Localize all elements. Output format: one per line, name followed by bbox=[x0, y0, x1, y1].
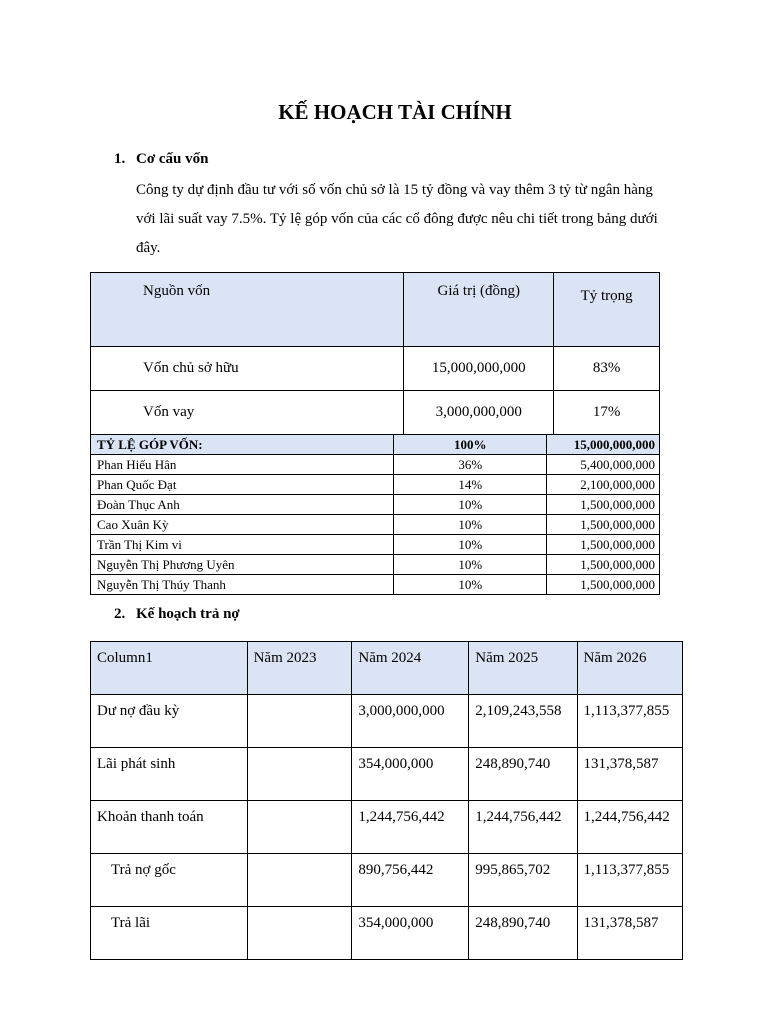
page-title: KẾ HOẠCH TÀI CHÍNH bbox=[278, 100, 512, 124]
header-cell: Nguồn vốn bbox=[91, 273, 404, 347]
table-cell: 5,400,000,000 bbox=[547, 455, 660, 475]
table-cell: Vốn chủ sở hữu bbox=[91, 347, 404, 391]
section-title: Cơ cấu vốn bbox=[136, 151, 209, 167]
table-row bbox=[91, 801, 683, 854]
table-cell: Phan Quốc Đạt bbox=[91, 475, 394, 495]
table-cell: 131,378,587 bbox=[577, 907, 682, 960]
table-cell: Phan Hiếu Hân bbox=[91, 455, 394, 475]
table-cell: 995,865,702 bbox=[469, 854, 577, 907]
table-cell: 1,500,000,000 bbox=[547, 535, 660, 555]
table-cell: 3,000,000,000 bbox=[404, 391, 554, 435]
table-cell: 1,500,000,000 bbox=[547, 555, 660, 575]
table-row bbox=[91, 748, 683, 801]
table-cell: 131,378,587 bbox=[577, 748, 682, 801]
table-row bbox=[91, 555, 660, 575]
table-row bbox=[91, 907, 683, 960]
table-cell: 890,756,442 bbox=[352, 854, 469, 907]
table-cell: 248,890,740 bbox=[469, 907, 577, 960]
header-cell: Năm 2025 bbox=[469, 642, 577, 695]
table-cell: Trả lãi bbox=[91, 907, 248, 960]
table-cell: 83% bbox=[554, 347, 660, 391]
table-cell: 10% bbox=[394, 495, 547, 515]
table-row bbox=[91, 535, 660, 555]
section-title: Kế hoạch trả nợ bbox=[136, 606, 240, 622]
table-cell: 10% bbox=[394, 575, 547, 595]
table-cell: 10% bbox=[394, 515, 547, 535]
table-cell: 15,000,000,000 bbox=[404, 347, 554, 391]
table-cell: 10% bbox=[394, 535, 547, 555]
table-cell: Lãi phát sinh bbox=[91, 748, 248, 801]
repayment-table bbox=[90, 641, 683, 960]
table-cell: 2,109,243,558 bbox=[469, 695, 577, 748]
table-cell: Khoản thanh toán bbox=[91, 801, 248, 854]
contribution-summary-row bbox=[91, 435, 660, 455]
table-cell: 1,244,756,442 bbox=[469, 801, 577, 854]
table-cell: 354,000,000 bbox=[352, 907, 469, 960]
table-cell: 100% bbox=[394, 435, 547, 455]
table-cell: 1,244,756,442 bbox=[352, 801, 469, 854]
table-cell: Trả nợ gốc bbox=[91, 854, 248, 907]
section-number: 2. bbox=[114, 606, 126, 622]
intro-paragraph: Công ty dự định đầu tư với số vốn chủ sở là 15 tỷ đồng và vay thêm 3 tỷ từ ngân hàng với lãi suất vay 7.5%. Tỷ lệ góp vốn của các cổ đông được nêu chi tiết trong bảng dưới đây. bbox=[136, 182, 658, 256]
table-cell: TỶ LỆ GÓP VỐN: bbox=[91, 435, 394, 455]
table-row bbox=[91, 854, 683, 907]
table-cell: Cao Xuân Kỳ bbox=[91, 515, 394, 535]
table-cell: 1,500,000,000 bbox=[547, 515, 660, 535]
table-header-row bbox=[91, 642, 683, 695]
table-cell: Nguyễn Thị Thúy Thanh bbox=[91, 575, 394, 595]
table-cell: 1,113,377,855 bbox=[577, 854, 682, 907]
table-header-row bbox=[91, 273, 660, 347]
table-cell: 10% bbox=[394, 555, 547, 575]
header-cell: Column1 bbox=[91, 642, 248, 695]
table-cell bbox=[247, 695, 352, 748]
table-cell: 1,113,377,855 bbox=[577, 695, 682, 748]
table-cell: 248,890,740 bbox=[469, 748, 577, 801]
table-cell: 1,500,000,000 bbox=[547, 575, 660, 595]
table-row bbox=[91, 347, 660, 391]
table-cell: 17% bbox=[554, 391, 660, 435]
table-row bbox=[91, 515, 660, 535]
contribution-table bbox=[90, 434, 660, 595]
table-cell: Nguyễn Thị Phương Uyên bbox=[91, 555, 394, 575]
table-row bbox=[91, 575, 660, 595]
table-cell: 15,000,000,000 bbox=[547, 435, 660, 455]
header-cell: Năm 2026 bbox=[577, 642, 682, 695]
section-number: 1. bbox=[114, 151, 126, 167]
table-cell: 14% bbox=[394, 475, 547, 495]
table-cell: 36% bbox=[394, 455, 547, 475]
table-row bbox=[91, 495, 660, 515]
table-row bbox=[91, 455, 660, 475]
table-row bbox=[91, 475, 660, 495]
table-row bbox=[91, 391, 660, 435]
table-cell bbox=[247, 907, 352, 960]
table-cell: Đoàn Thục Anh bbox=[91, 495, 394, 515]
section-heading-capital-structure bbox=[114, 151, 208, 168]
table-cell: Trần Thị Kim vi bbox=[91, 535, 394, 555]
table-cell: Vốn vay bbox=[91, 391, 404, 435]
table-row bbox=[91, 695, 683, 748]
header-cell: Năm 2023 bbox=[247, 642, 352, 695]
table-cell: 3,000,000,000 bbox=[352, 695, 469, 748]
header-cell: Giá trị (đồng) bbox=[404, 273, 554, 347]
table-cell bbox=[247, 854, 352, 907]
header-cell: Năm 2024 bbox=[352, 642, 469, 695]
table-cell: 1,500,000,000 bbox=[547, 495, 660, 515]
table-cell: 1,244,756,442 bbox=[577, 801, 682, 854]
table-cell: 354,000,000 bbox=[352, 748, 469, 801]
table-cell bbox=[247, 748, 352, 801]
table-cell bbox=[247, 801, 352, 854]
table-cell: 2,100,000,000 bbox=[547, 475, 660, 495]
section-heading-repayment-plan bbox=[114, 606, 240, 623]
table-cell: Dư nợ đầu kỳ bbox=[91, 695, 248, 748]
capital-source-table bbox=[90, 272, 660, 435]
header-cell: Tỷ trọng bbox=[554, 273, 660, 347]
